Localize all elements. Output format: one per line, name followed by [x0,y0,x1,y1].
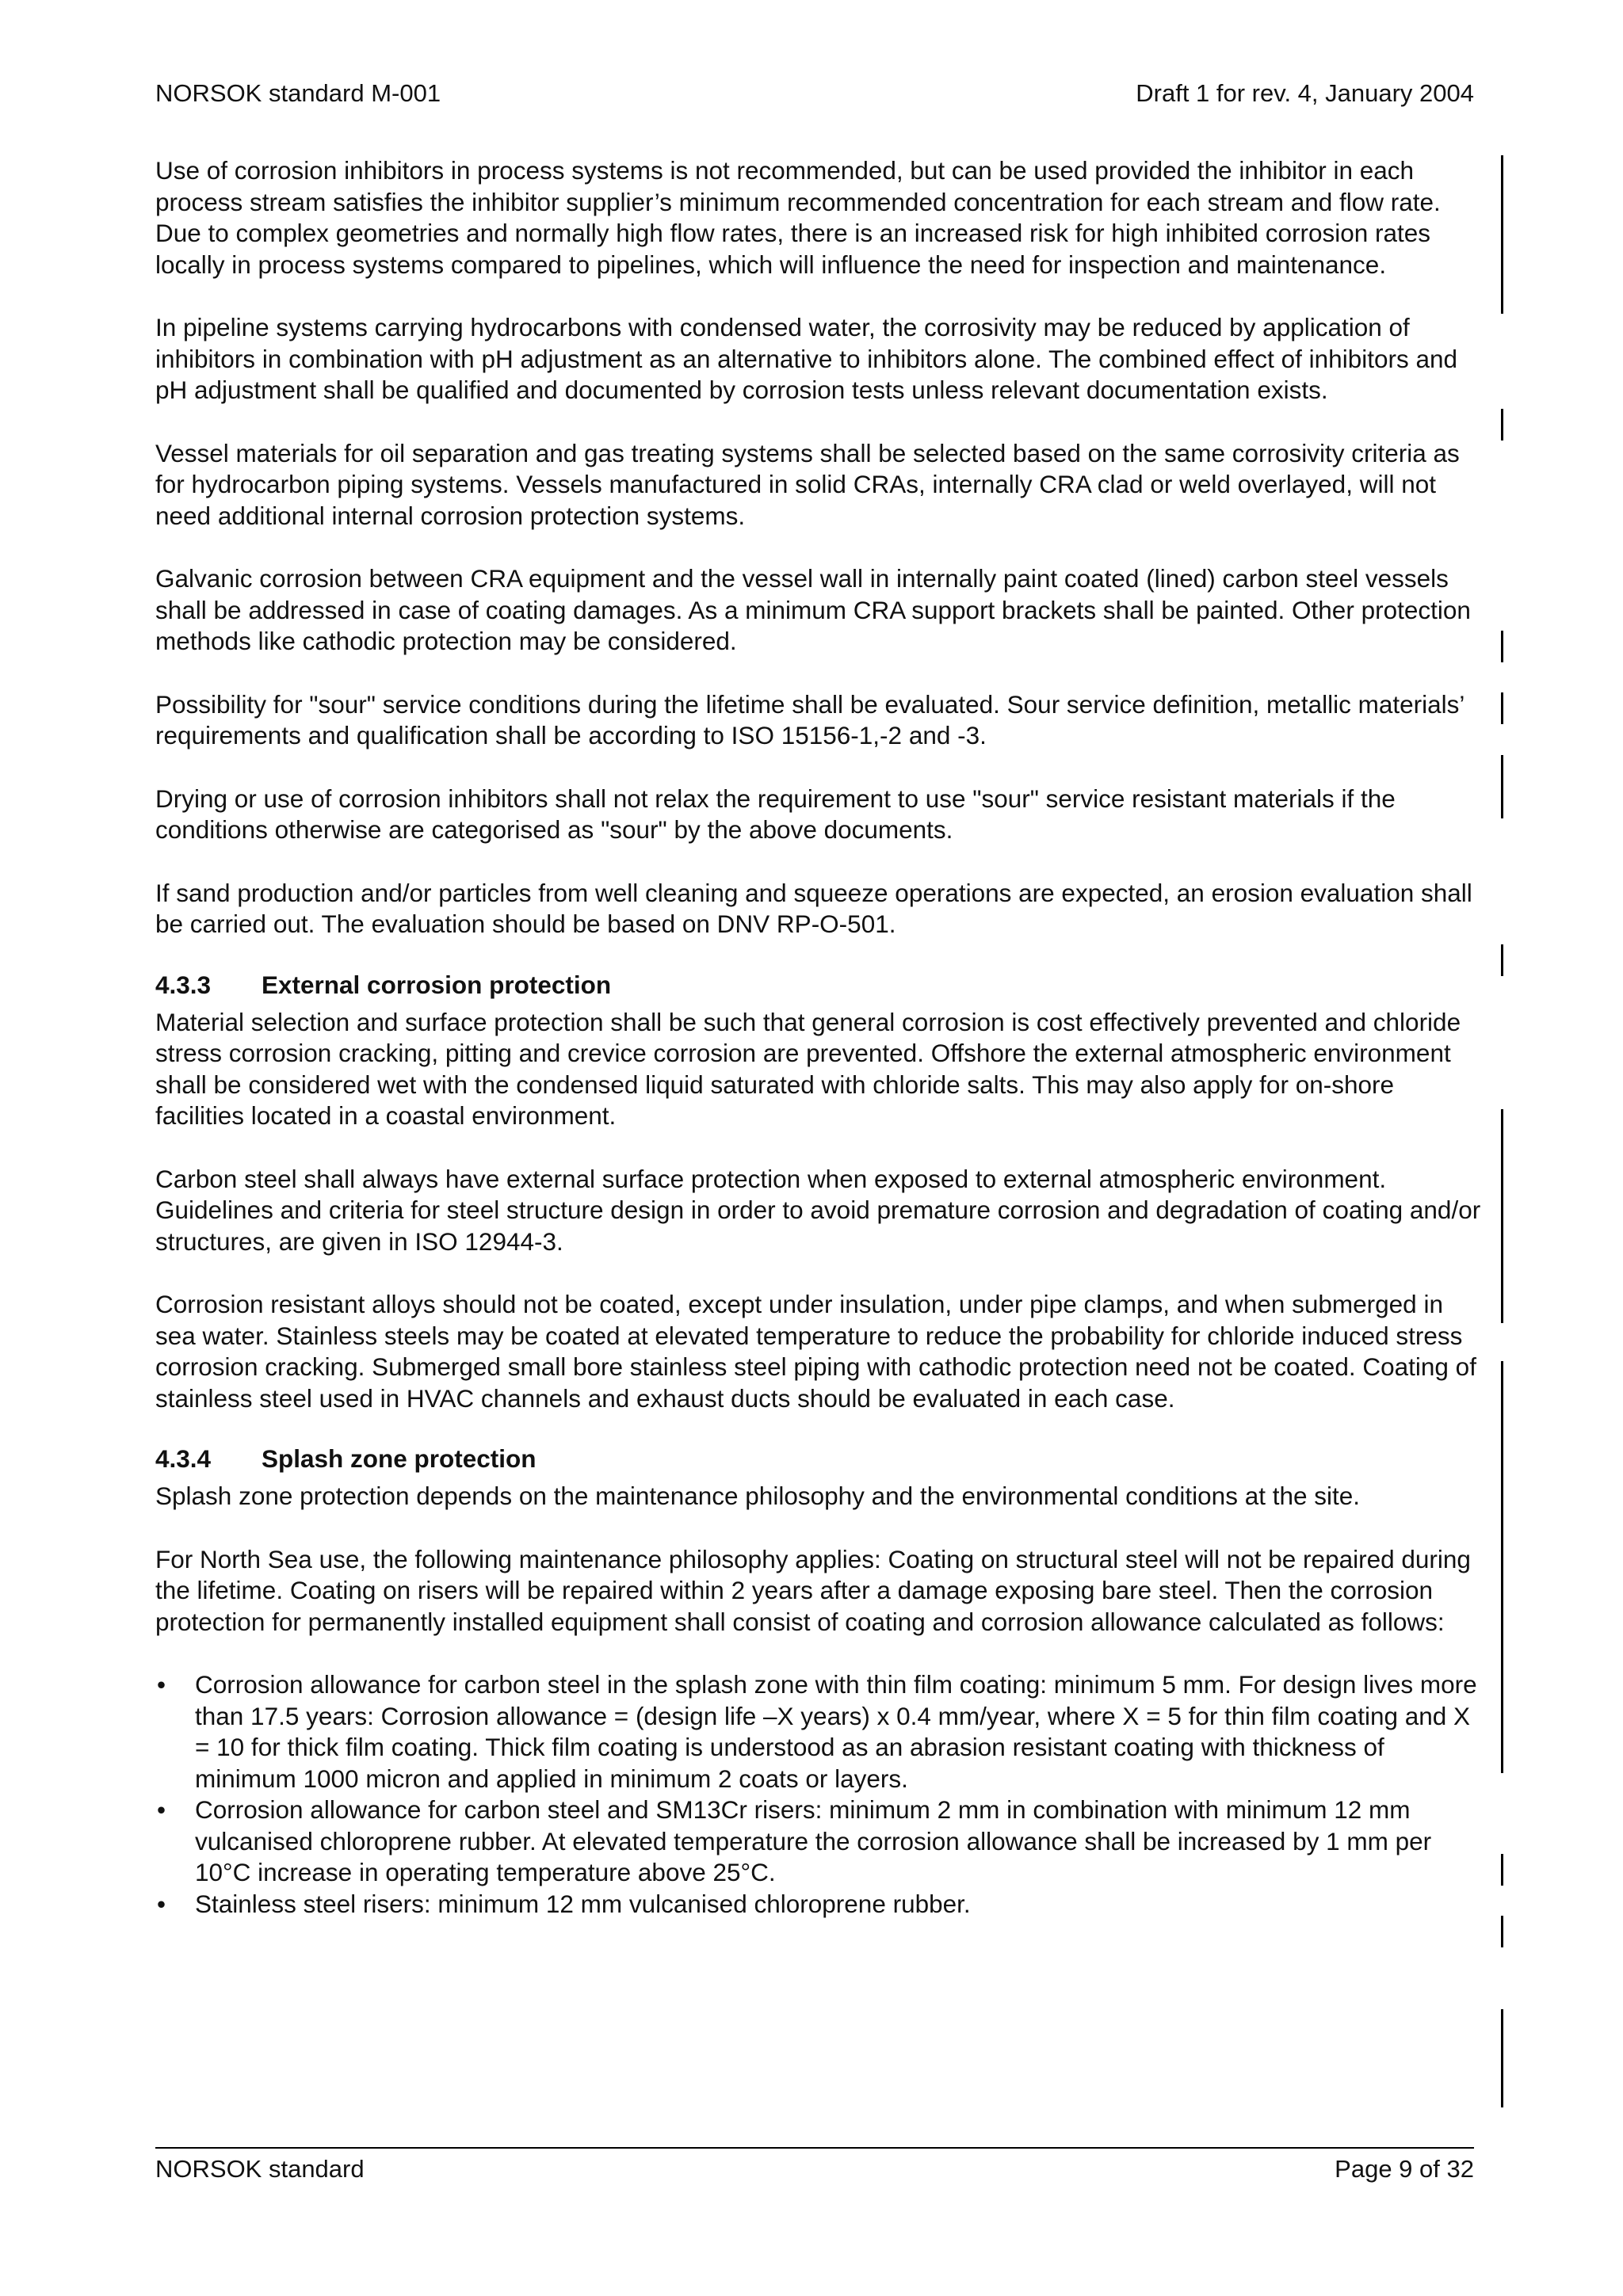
paragraph-sour-service: Possibility for "sour" service conditions during the lifetime shall be evaluated. Sour service definition, metallic materials’ requirements and qualification shall be according to ISO 15156-1,-2 and -3. [155,689,1465,749]
list-item-text: Corrosion allowance for carbon steel and SM13Cr risers: minimum 2 mm in combination with minimum 12 mm vulcanised chloroprene rubber. At elevated temperature the corrosion allowance shall be increased by 1 mm per 10°C increase in operating temperature above 25°C. [195,1795,1432,1886]
section-number: 4.3.3 [155,970,212,999]
section-heading-4-3-4 [155,1441,1487,1476]
list-item [155,1889,1487,1920]
revision-bar [1501,1361,1503,1773]
page-header [155,76,1474,111]
bullet-icon: • [157,1670,166,1699]
list-item [155,1669,1487,1794]
footer-standard-name: NORSOK standard [155,2155,365,2183]
section-title: Splash zone protection [262,1444,537,1473]
paragraph-carbon-steel: Carbon steel shall always have external surface protection when exposed to external atmospheric environment. Guidelines and criteria for steel structure design in order to avoid premature corrosion and degradation of coating and/or structures, are given in ISO 12944-3. [155,1164,1481,1256]
corrosion-allowance-list [155,1669,1487,1920]
footer-rule [155,2147,1474,2149]
revision-bar [1501,944,1503,976]
section-heading-4-3-3 [155,967,1487,1002]
bullet-icon: • [157,1889,166,1918]
document-body [155,155,1487,1920]
list-item-text: Stainless steel risers: minimum 12 mm vulcanised chloroprene rubber. [195,1889,971,1918]
paragraph-material-selection: Material selection and surface protection shall be such that general corrosion is cost effectively prevented and chloride stress corrosion cracking, pitting and crevice corrosion are prevented. Offshore the external atmospheric environment shall be considered wet with the condensed liquid saturated with chloride salts. This may also apply for on-shore facilities located in a coastal environment. [155,1007,1461,1130]
page-footer [155,2152,1474,2187]
paragraph-splash-zone: Splash zone protection depends on the maintenance philosophy and the environmental conditions at the site. [155,1482,1361,1510]
list-item-text: Corrosion allowance for carbon steel in the splash zone with thin film coating: minimum 5 mm. For design lives more than 17.5 years: Corrosion allowance = (design life –X years) x 0.4 mm/year, where X = 5 for thin film coating and X = 10 for thick film coating. Thick film coating is understood as an abrasion resistant coating with thickness of minimum 1000 micron and applied in minimum 2 coats or layers. [195,1670,1477,1793]
revision-bar [1501,1916,1503,1947]
paragraph-cra-coating: Corrosion resistant alloys should not be coated, except under insulation, under pipe clamps, and when submerged in sea water. Stainless steels may be coated at elevated temperature to reduce the probability for chloride induced stress corrosion cracking. Submerged small bore stainless steel piping with cathodic protection need not be coated. Coating of stainless steel used in HVAC channels and exhaust ducts should be evaluated in each case. [155,1290,1476,1413]
section-number: 4.3.4 [155,1444,212,1473]
revision-bar [1501,755,1503,818]
revision-bar [1501,409,1503,441]
bullet-icon: • [157,1795,166,1824]
paragraph-sand-production: If sand production and/or particles from well cleaning and squeeze operations are expected, an erosion evaluation shall be carried out. The evaluation should be based on DNV RP-O-501. [155,878,1472,938]
paragraph-north-sea: For North Sea use, the following maintenance philosophy applies: Coating on structural steel will not be repaired during the lifetime. Coating on risers will be repaired within 2 years after a damage exposing bare steel. Then the corrosion protection for permanently installed equipment shall consist of coating and corrosion allowance calculated as follows: [155,1544,1471,1636]
revision-bar [1501,2009,1503,2107]
header-draft-date: Draft 1 for rev. 4, January 2004 [1136,79,1474,107]
revision-bar [1501,631,1503,662]
revision-bar [1501,1854,1503,1886]
revision-bar [1501,1109,1503,1323]
page-number: Page 9 of 32 [1335,2155,1474,2183]
paragraph-drying-inhibitors: Drying or use of corrosion inhibitors shall not relax the requirement to use "sour" service resistant materials if the conditions otherwise are categorised as "sour" by the above documents. [155,784,1396,844]
list-item [155,1794,1487,1889]
section-title: External corrosion protection [262,970,612,999]
paragraph-inhibitors-process: Use of corrosion inhibitors in process systems is not recommended, but can be used provided the inhibitor in each process stream satisfies the inhibitor supplier’s minimum recommended concentration for each stream and flow rate. Due to complex geometries and normally high flow rates, there is an increased risk for high inhibited corrosion rates locally in process systems compared to pipelines, which will influence the need for inspection and maintenance. [155,156,1441,279]
paragraph-galvanic-corrosion: Galvanic corrosion between CRA equipment and the vessel wall in internally paint coated (lined) carbon steel vessels shall be addressed in case of coating damages. As a minimum CRA support brackets shall be painted. Other protection methods like cathodic protection may be considered. [155,564,1471,655]
paragraph-pipeline-inhibitors: In pipeline systems carrying hydrocarbons with condensed water, the corrosivity may be reduced by application of inhibitors in combination with pH adjustment as an alternative to inhibitors alone. The combined effect of inhibitors and pH adjustment shall be qualified and documented by corrosion tests unless relevant documentation exists. [155,313,1458,404]
header-standard-name: NORSOK standard M-001 [155,79,441,107]
revision-bar [1501,155,1503,314]
paragraph-vessel-materials: Vessel materials for oil separation and gas treating systems shall be selected based on the same corrosivity criteria as for hydrocarbon piping systems. Vessels manufactured in solid CRAs, internally CRA clad or weld overlayed, will not need additional internal corrosion protection systems. [155,438,1460,530]
revision-bar [1501,692,1503,724]
